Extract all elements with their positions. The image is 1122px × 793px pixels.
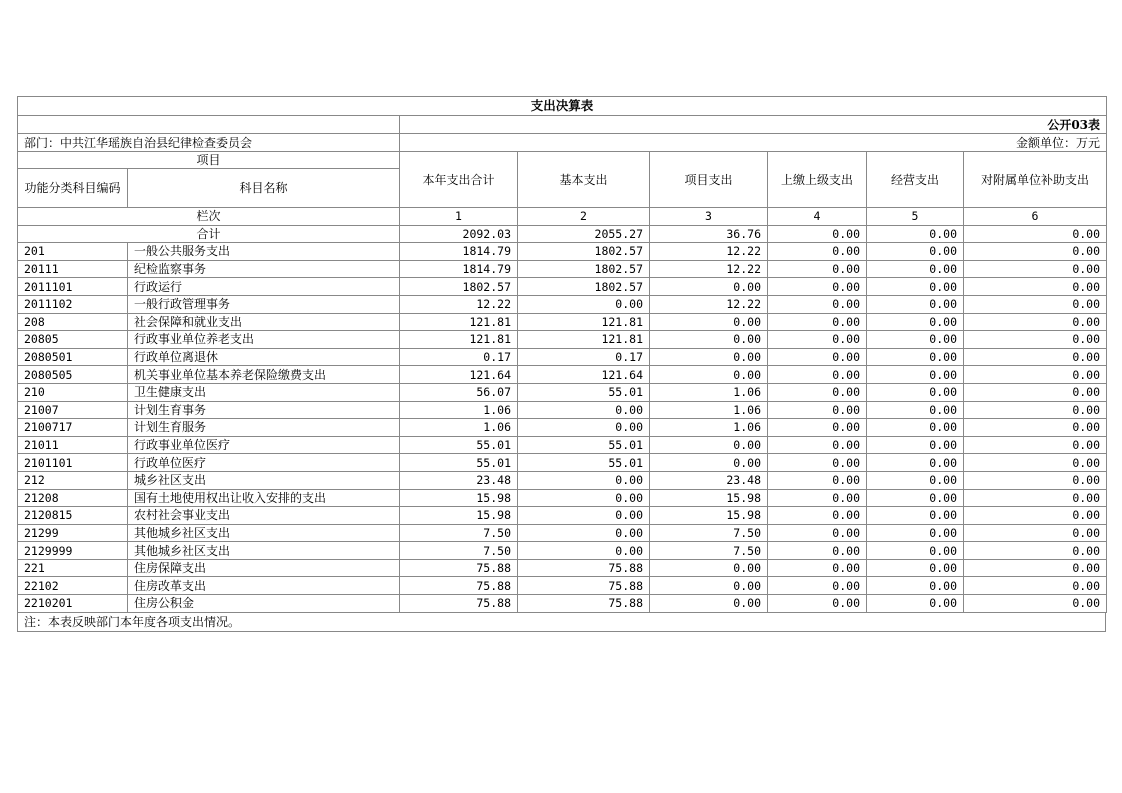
table-row — [18, 295, 1107, 313]
row-value: 1802.57 — [518, 260, 650, 278]
row-value: 0.00 — [867, 383, 964, 401]
row-value: 0.00 — [867, 436, 964, 454]
row-value: 1802.57 — [518, 243, 650, 261]
row-code: 2101101 — [18, 454, 128, 472]
row-name: 国有土地使用权出让收入安排的支出 — [128, 489, 400, 507]
table-row — [18, 454, 1107, 472]
total-value: 0.00 — [964, 225, 1107, 243]
table-row — [18, 507, 1107, 525]
row-value: 0.00 — [964, 401, 1107, 419]
column-index: 5 — [867, 208, 964, 226]
row-value: 1.06 — [400, 419, 518, 437]
table-row — [18, 383, 1107, 401]
row-name: 其他城乡社区支出 — [128, 542, 400, 560]
row-value: 75.88 — [400, 577, 518, 595]
row-value: 0.00 — [768, 471, 867, 489]
total-value: 2055.27 — [518, 225, 650, 243]
form-number: 公开03表 — [400, 116, 1107, 134]
row-value: 0.00 — [768, 436, 867, 454]
row-code: 2210201 — [18, 595, 128, 613]
row-value: 0.00 — [964, 471, 1107, 489]
row-code: 2120815 — [18, 507, 128, 525]
row-code: 21007 — [18, 401, 128, 419]
row-value: 121.81 — [518, 331, 650, 349]
statement-table — [17, 96, 1107, 613]
unit-label: 金额单位：万元 — [400, 134, 1107, 152]
row-value: 0.00 — [650, 313, 768, 331]
row-value: 23.48 — [400, 471, 518, 489]
department-label: 部门：中共江华瑶族自治县纪律检查委员会 — [18, 134, 400, 152]
row-name: 行政单位医疗 — [128, 454, 400, 472]
row-name: 卫生健康支出 — [128, 383, 400, 401]
row-name: 行政事业单位医疗 — [128, 436, 400, 454]
row-value: 1.06 — [650, 383, 768, 401]
expenditure-statement — [17, 96, 1106, 632]
row-value: 0.00 — [650, 436, 768, 454]
row-value: 75.88 — [400, 559, 518, 577]
row-code: 20111 — [18, 260, 128, 278]
row-code: 2080505 — [18, 366, 128, 384]
row-value: 55.01 — [400, 436, 518, 454]
total-value: 0.00 — [768, 225, 867, 243]
row-value: 0.00 — [964, 454, 1107, 472]
row-name: 机关事业单位基本养老保险缴费支出 — [128, 366, 400, 384]
row-code: 221 — [18, 559, 128, 577]
col-upper-header: 上缴上级支出 — [768, 152, 867, 208]
code-header: 功能分类科目编码 — [18, 169, 128, 208]
table-row — [18, 313, 1107, 331]
row-value: 0.00 — [518, 471, 650, 489]
row-code: 22102 — [18, 577, 128, 595]
table-row — [18, 524, 1107, 542]
row-value: 1814.79 — [400, 243, 518, 261]
row-value: 0.00 — [867, 454, 964, 472]
row-value: 0.00 — [964, 577, 1107, 595]
row-value: 0.00 — [768, 595, 867, 613]
row-value: 15.98 — [650, 489, 768, 507]
row-value: 0.00 — [768, 507, 867, 525]
column-index: 3 — [650, 208, 768, 226]
name-header: 科目名称 — [128, 169, 400, 208]
row-value: 0.00 — [650, 331, 768, 349]
row-code: 212 — [18, 471, 128, 489]
row-code: 2080501 — [18, 348, 128, 366]
table-title: 支出决算表 — [18, 97, 1107, 116]
row-value: 0.00 — [867, 348, 964, 366]
row-value: 0.00 — [964, 348, 1107, 366]
row-value: 0.00 — [867, 243, 964, 261]
row-value: 0.00 — [650, 559, 768, 577]
row-value: 12.22 — [650, 243, 768, 261]
row-value: 0.00 — [964, 524, 1107, 542]
row-name: 计划生育事务 — [128, 401, 400, 419]
row-value: 0.17 — [518, 348, 650, 366]
row-value: 1.06 — [650, 401, 768, 419]
row-value: 0.00 — [768, 524, 867, 542]
row-name: 其他城乡社区支出 — [128, 524, 400, 542]
row-name: 行政事业单位养老支出 — [128, 331, 400, 349]
table-row — [18, 278, 1107, 296]
row-value: 0.00 — [768, 348, 867, 366]
total-value: 0.00 — [867, 225, 964, 243]
row-value: 0.00 — [964, 542, 1107, 560]
row-value: 55.01 — [400, 454, 518, 472]
row-value: 0.00 — [768, 383, 867, 401]
row-value: 0.00 — [518, 542, 650, 560]
row-value: 121.81 — [400, 313, 518, 331]
note-table — [17, 613, 1106, 632]
table-row — [18, 366, 1107, 384]
row-value: 0.00 — [650, 278, 768, 296]
total-row — [18, 225, 1107, 243]
row-name: 农村社会事业支出 — [128, 507, 400, 525]
row-value: 0.00 — [518, 401, 650, 419]
row-value: 56.07 — [400, 383, 518, 401]
row-value: 0.00 — [867, 366, 964, 384]
row-name: 行政运行 — [128, 278, 400, 296]
row-value: 121.81 — [400, 331, 518, 349]
row-value: 0.00 — [964, 507, 1107, 525]
column-index: 6 — [964, 208, 1107, 226]
row-value: 0.00 — [867, 524, 964, 542]
row-value: 0.00 — [518, 524, 650, 542]
row-value: 0.00 — [964, 489, 1107, 507]
total-value: 36.76 — [650, 225, 768, 243]
total-value: 2092.03 — [400, 225, 518, 243]
row-code: 2129999 — [18, 542, 128, 560]
row-value: 7.50 — [400, 542, 518, 560]
row-name: 城乡社区支出 — [128, 471, 400, 489]
row-value: 0.00 — [867, 401, 964, 419]
row-value: 121.64 — [400, 366, 518, 384]
row-name: 纪检监察事务 — [128, 260, 400, 278]
row-code: 2100717 — [18, 419, 128, 437]
table-row — [18, 243, 1107, 261]
row-code: 210 — [18, 383, 128, 401]
row-value: 0.00 — [768, 454, 867, 472]
row-value: 0.00 — [867, 331, 964, 349]
row-value: 0.00 — [518, 489, 650, 507]
row-value: 7.50 — [650, 542, 768, 560]
row-code: 20805 — [18, 331, 128, 349]
table-row — [18, 401, 1107, 419]
table-row — [18, 331, 1107, 349]
row-value: 0.00 — [867, 542, 964, 560]
col-subsidiary-header: 对附属单位补助支出 — [964, 152, 1107, 208]
row-value: 55.01 — [518, 383, 650, 401]
row-value: 1802.57 — [400, 278, 518, 296]
row-value: 0.00 — [768, 577, 867, 595]
row-value: 0.00 — [768, 559, 867, 577]
row-value: 0.00 — [768, 295, 867, 313]
row-code: 21299 — [18, 524, 128, 542]
row-value: 12.22 — [650, 260, 768, 278]
row-value: 0.00 — [867, 313, 964, 331]
row-value: 75.88 — [400, 595, 518, 613]
row-value: 15.98 — [400, 489, 518, 507]
row-name: 计划生育服务 — [128, 419, 400, 437]
row-name: 住房保障支出 — [128, 559, 400, 577]
row-name: 社会保障和就业支出 — [128, 313, 400, 331]
row-value: 0.00 — [964, 295, 1107, 313]
row-code: 2011101 — [18, 278, 128, 296]
column-index: 1 — [400, 208, 518, 226]
row-value: 0.00 — [964, 278, 1107, 296]
row-value: 0.00 — [964, 595, 1107, 613]
row-value: 0.00 — [964, 419, 1107, 437]
row-value: 0.00 — [768, 542, 867, 560]
row-value: 0.00 — [964, 383, 1107, 401]
row-value: 0.00 — [650, 366, 768, 384]
row-value: 0.00 — [867, 577, 964, 595]
row-value: 0.00 — [650, 577, 768, 595]
row-value: 0.00 — [867, 595, 964, 613]
row-name: 行政单位离退休 — [128, 348, 400, 366]
row-value: 0.00 — [964, 243, 1107, 261]
table-note: 注：本表反映部门本年度各项支出情况。 — [18, 613, 1106, 632]
row-name: 一般公共服务支出 — [128, 243, 400, 261]
blank-cell — [18, 116, 400, 134]
row-value: 0.00 — [518, 507, 650, 525]
row-value: 0.00 — [650, 454, 768, 472]
data-rows — [18, 243, 1107, 612]
table-row — [18, 260, 1107, 278]
table-row — [18, 348, 1107, 366]
total-label: 合计 — [18, 225, 400, 243]
row-value: 1814.79 — [400, 260, 518, 278]
item-header: 项目 — [18, 152, 400, 169]
row-value: 121.64 — [518, 366, 650, 384]
row-value: 0.00 — [867, 260, 964, 278]
row-value: 75.88 — [518, 577, 650, 595]
row-value: 0.00 — [867, 559, 964, 577]
row-value: 1.06 — [650, 419, 768, 437]
row-code: 21208 — [18, 489, 128, 507]
table-row — [18, 436, 1107, 454]
row-value: 0.00 — [650, 348, 768, 366]
table-row — [18, 489, 1107, 507]
row-value: 0.00 — [518, 419, 650, 437]
row-value: 0.00 — [768, 260, 867, 278]
row-code: 21011 — [18, 436, 128, 454]
row-value: 0.00 — [964, 559, 1107, 577]
row-value: 0.00 — [867, 419, 964, 437]
row-value: 0.00 — [964, 313, 1107, 331]
table-row — [18, 577, 1107, 595]
row-code: 201 — [18, 243, 128, 261]
row-value: 0.00 — [768, 243, 867, 261]
table-row — [18, 542, 1107, 560]
row-value: 7.50 — [400, 524, 518, 542]
row-name: 住房改革支出 — [128, 577, 400, 595]
col-project-header: 项目支出 — [650, 152, 768, 208]
row-value: 1802.57 — [518, 278, 650, 296]
row-value: 0.00 — [768, 366, 867, 384]
col-basic-header: 基本支出 — [518, 152, 650, 208]
row-value: 0.00 — [867, 507, 964, 525]
row-value: 0.17 — [400, 348, 518, 366]
table-row — [18, 471, 1107, 489]
table-row — [18, 419, 1107, 437]
row-value: 0.00 — [867, 295, 964, 313]
row-value: 0.00 — [768, 419, 867, 437]
row-value: 0.00 — [964, 260, 1107, 278]
col-business-header: 经营支出 — [867, 152, 964, 208]
row-value: 0.00 — [650, 595, 768, 613]
row-value: 23.48 — [650, 471, 768, 489]
column-index: 4 — [768, 208, 867, 226]
row-value: 0.00 — [867, 471, 964, 489]
row-value: 0.00 — [768, 331, 867, 349]
col-total-header: 本年支出合计 — [400, 152, 518, 208]
row-code: 2011102 — [18, 295, 128, 313]
row-value: 55.01 — [518, 436, 650, 454]
column-index-label: 栏次 — [18, 208, 400, 226]
row-name: 一般行政管理事务 — [128, 295, 400, 313]
row-value: 0.00 — [964, 436, 1107, 454]
row-value: 12.22 — [400, 295, 518, 313]
row-value: 0.00 — [768, 278, 867, 296]
row-code: 208 — [18, 313, 128, 331]
row-value: 75.88 — [518, 595, 650, 613]
row-value: 12.22 — [650, 295, 768, 313]
row-value: 0.00 — [768, 313, 867, 331]
row-value: 55.01 — [518, 454, 650, 472]
row-value: 0.00 — [768, 401, 867, 419]
column-index: 2 — [518, 208, 650, 226]
row-value: 121.81 — [518, 313, 650, 331]
row-value: 15.98 — [650, 507, 768, 525]
row-value: 0.00 — [518, 295, 650, 313]
row-value: 0.00 — [867, 489, 964, 507]
row-name: 住房公积金 — [128, 595, 400, 613]
row-value: 15.98 — [400, 507, 518, 525]
row-value: 1.06 — [400, 401, 518, 419]
row-value: 0.00 — [768, 489, 867, 507]
table-row — [18, 559, 1107, 577]
row-value: 0.00 — [964, 366, 1107, 384]
row-value: 0.00 — [964, 331, 1107, 349]
row-value: 75.88 — [518, 559, 650, 577]
row-value: 7.50 — [650, 524, 768, 542]
row-value: 0.00 — [867, 278, 964, 296]
table-row — [18, 595, 1107, 613]
